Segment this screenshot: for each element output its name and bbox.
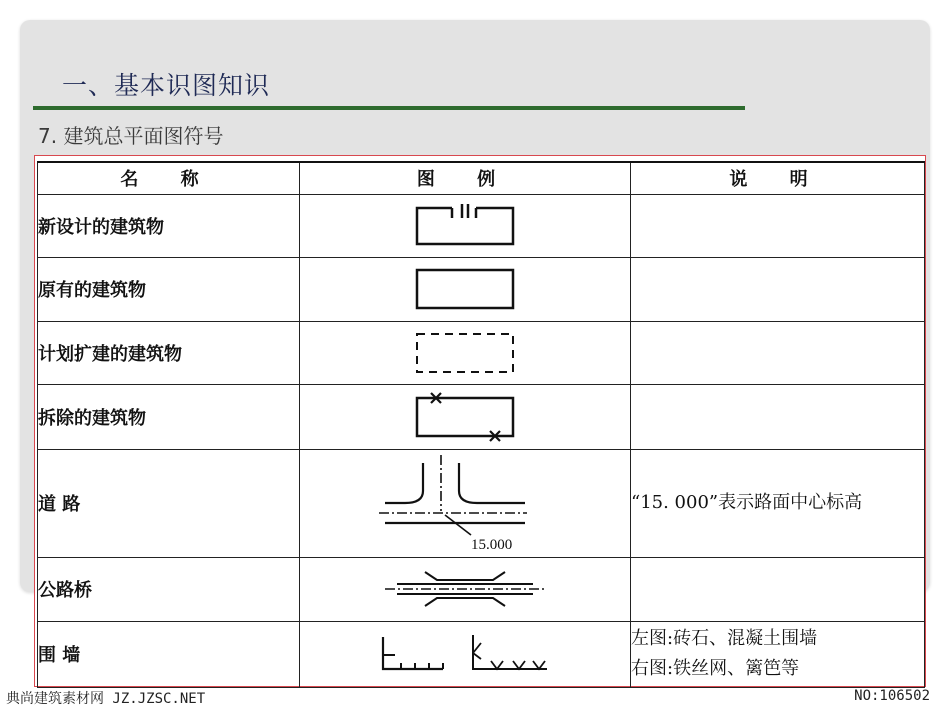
road-symbol (375, 451, 555, 555)
title-underline (33, 106, 745, 110)
slide-title: 一、基本识图知识 (62, 71, 271, 100)
legend-cell (300, 449, 631, 557)
row-note (631, 321, 925, 384)
row-name: 新设计的建筑物 (38, 194, 300, 257)
table-row (38, 194, 925, 257)
header-note: 说 明 (631, 162, 925, 194)
new-building-symbol (400, 200, 530, 252)
serial-number: NO:106502 (854, 688, 930, 704)
row-name: 公路桥 (38, 557, 300, 621)
legend-cell (300, 257, 631, 321)
row-name: 拆除的建筑物 (38, 384, 300, 449)
section-subtitle: 7. 建筑总平面图符号 (38, 124, 224, 148)
row-name: 道 路 (38, 449, 300, 557)
legend-cell (300, 384, 631, 449)
legend-cell (300, 194, 631, 257)
row-note (631, 621, 925, 687)
row-note: “15. 000”表示路面中心标高 (631, 449, 925, 557)
enclosure-wall-symbol (375, 629, 555, 679)
highway-bridge-symbol (375, 564, 555, 614)
road-elevation-label: 15.000 (471, 537, 513, 553)
table-row (38, 321, 925, 384)
table-header-row (38, 162, 925, 194)
row-note (631, 194, 925, 257)
row-name: 围 墙 (38, 621, 300, 687)
table-row (38, 257, 925, 321)
planned-extension-symbol (400, 328, 530, 378)
row-name: 原有的建筑物 (38, 257, 300, 321)
row-name: 计划扩建的建筑物 (38, 321, 300, 384)
legend-cell (300, 621, 631, 687)
table-row (38, 449, 925, 557)
table-row (38, 557, 925, 621)
header-legend: 图 例 (300, 162, 631, 194)
row-note (631, 257, 925, 321)
existing-building-symbol (400, 264, 530, 314)
table-row (38, 384, 925, 449)
note-line: 左图:砖石、混凝土围墙 (631, 628, 818, 649)
demolished-building-symbol (400, 390, 530, 444)
scanned-legend-sheet (34, 155, 926, 687)
legend-cell (300, 557, 631, 621)
table-row (38, 621, 925, 687)
row-note (631, 384, 925, 449)
source-watermark: 典尚建筑素材网 JZ.JZSC.NET (6, 691, 206, 707)
note-line: 右图:铁丝网、篱笆等 (631, 658, 800, 679)
row-note (631, 557, 925, 621)
header-name: 名 称 (38, 162, 300, 194)
symbol-legend-table (37, 161, 925, 688)
legend-cell (300, 321, 631, 384)
